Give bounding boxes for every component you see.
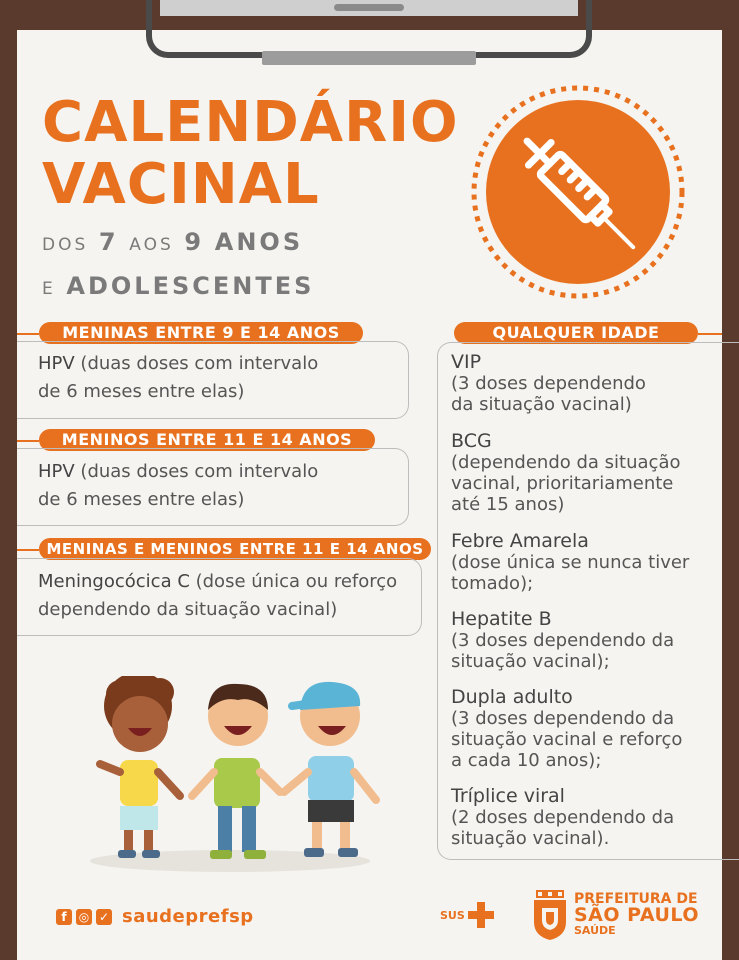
any-age-box [437, 342, 739, 860]
section-text-boys-2: de 6 meses entre elas) [38, 489, 245, 510]
subtitle-line-1 [42, 228, 303, 256]
subtitle-word: 7 [98, 228, 119, 256]
instagram-icon[interactable]: ◎ [76, 909, 92, 925]
section-text-girls-1 [38, 350, 318, 378]
clipboard-clip-bottom [262, 51, 476, 65]
vaccine-detail: (dose única ou reforço [189, 571, 398, 592]
subtitle-word: E [42, 279, 56, 299]
social-handle[interactable]: saudeprefsp [122, 906, 254, 927]
sus-text: SUS [440, 908, 465, 922]
prefeitura-text [574, 891, 699, 939]
section-text-girls-2: de 6 meses entre elas) [38, 381, 245, 402]
boy-figure-middle [192, 684, 280, 859]
vaccine-hepatite-b [451, 609, 674, 672]
vaccine-name: HPV [38, 461, 75, 482]
syringe-icon [470, 84, 686, 300]
city-coat-of-arms-icon [532, 890, 568, 940]
clipboard-clip-slot [334, 4, 404, 11]
prefeitura-logo [532, 890, 699, 940]
vaccine-name: Dupla adulto [451, 686, 573, 708]
boy-figure-right [284, 682, 376, 857]
vaccine-dupla-adulto [451, 687, 682, 771]
vaccine-detail: tomado); [451, 573, 534, 594]
vaccine-detail: (3 doses dependendo [451, 373, 646, 394]
section-text-boys-1 [38, 458, 318, 486]
section-line [698, 333, 722, 335]
vaccine-name: Febre Amarela [451, 530, 589, 552]
plus-cross-icon [468, 902, 494, 928]
subtitle-word: AOS [129, 235, 174, 255]
title-line-2: VACINAL [42, 152, 320, 217]
title-line-1: CALENDÁRIO [42, 90, 459, 155]
vaccine-febre-amarela [451, 531, 689, 594]
section-label-boys: MENINOS ENTRE 11 E 14 ANOS [39, 429, 375, 451]
children-illustration [80, 676, 390, 876]
girl-figure [100, 676, 180, 858]
vaccine-triplice-viral [451, 786, 674, 849]
vaccine-detail: situação vacinal e reforço [451, 729, 683, 750]
vaccine-detail: (3 doses dependendo da [451, 630, 675, 651]
vaccine-name: BCG [451, 430, 492, 452]
section-text-girls-boys-1 [38, 568, 397, 596]
prefeitura-line-3: SAÚDE [574, 924, 616, 937]
section-label-girls: MENINAS ENTRE 9 E 14 ANOS [39, 322, 363, 344]
prefeitura-line-1: PREFEITURA DE [574, 891, 698, 907]
vaccine-name: Meningocócica C [38, 571, 190, 592]
vaccine-detail: (2 doses dependendo da [451, 807, 675, 828]
subtitle-word: ADOLESCENTES [66, 272, 315, 300]
section-label-girls-boys: MENINAS E MENINOS ENTRE 11 E 14 ANOS [39, 538, 431, 560]
vaccine-detail: até 15 anos) [451, 494, 565, 515]
vaccine-detail: situação vacinal). [451, 828, 610, 849]
section-line [17, 333, 39, 335]
twitter-icon[interactable]: ✓ [96, 909, 112, 925]
vaccine-detail: a cada 10 anos); [451, 750, 602, 771]
section-text-girls-boys-2: dependendo da situação vacinal) [38, 599, 338, 620]
vaccine-name: VIP [451, 351, 482, 373]
vaccine-name: Tríplice viral [451, 785, 565, 807]
vaccine-name: Hepatite B [451, 608, 552, 630]
vaccine-detail: (duas doses com intervalo [74, 353, 319, 374]
section-line [17, 549, 39, 551]
page-title [42, 92, 459, 216]
section-label-any-age: QUALQUER IDADE [454, 322, 698, 344]
vaccine-bcg [451, 431, 681, 515]
sus-logo [440, 902, 494, 928]
section-line [17, 440, 39, 442]
vaccine-detail: da situação vacinal) [451, 394, 632, 415]
vaccine-detail: (dependendo da situação [451, 452, 681, 473]
vaccine-detail: situação vacinal); [451, 651, 610, 672]
vaccine-detail: (duas doses com intervalo [74, 461, 319, 482]
vaccine-detail: (dose única se nunca tiver [451, 552, 690, 573]
subtitle-word: 9 [184, 228, 205, 256]
subtitle-word: ANOS [214, 228, 304, 256]
social-links [56, 906, 254, 927]
syringe-badge [470, 84, 686, 300]
subtitle-line-2 [42, 272, 314, 300]
prefeitura-line-2: SÃO PAULO [574, 904, 699, 926]
vaccine-detail: vacinal, prioritariamente [451, 473, 674, 494]
facebook-icon[interactable]: f [56, 909, 72, 925]
vaccine-detail: (3 doses dependendo da [451, 708, 675, 729]
subtitle-word: DOS [42, 235, 89, 255]
vaccine-vip [451, 352, 646, 415]
vaccine-name: HPV [38, 353, 75, 374]
